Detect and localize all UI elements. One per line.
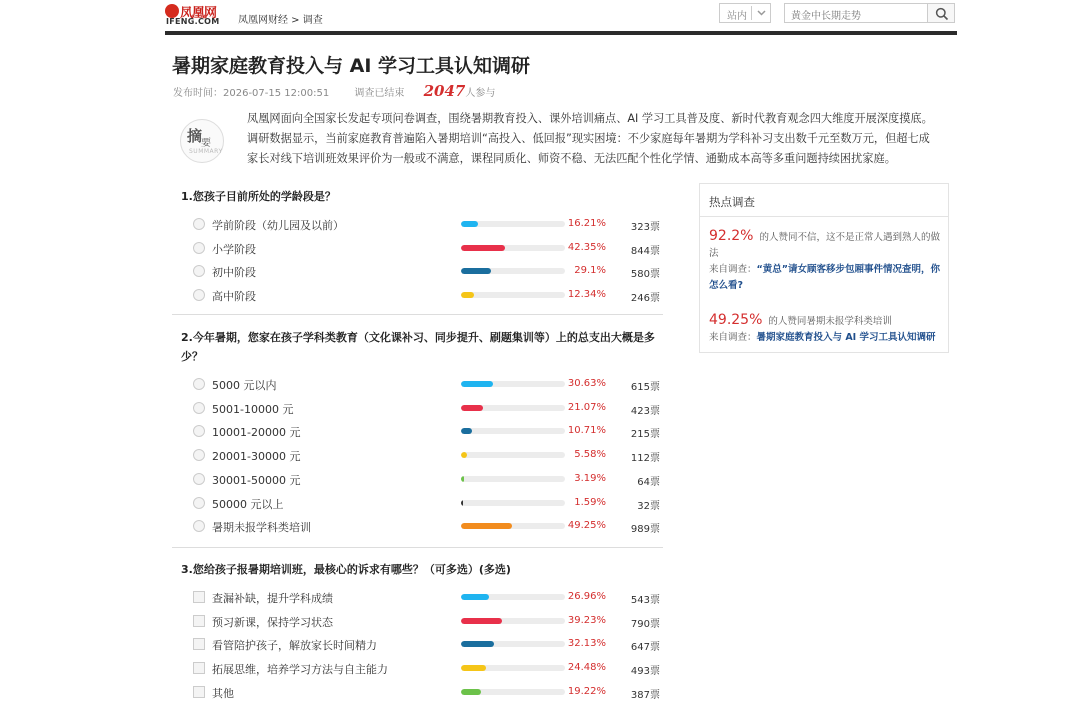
- article-meta: [173, 82, 495, 100]
- result-bar-fill: [461, 500, 463, 506]
- question-divider: [172, 547, 663, 548]
- question-title: 3.您给孩子报暑期培训班，最核心的诉求有哪些？（可多选）(多选): [181, 563, 511, 576]
- participant-suffix: 人参与: [465, 88, 496, 99]
- option-votes: 112票: [630, 453, 660, 465]
- result-bar-track: [461, 523, 565, 529]
- site-scope-value: 站内: [727, 11, 747, 22]
- summary-text: 凤凰网面向全国家长发起专项问卷调查，围绕暑期教育投入、课外培训痛点、AI 学习工具普及度、新时代教育观念四大维度开展深度摸底。调研数据显示，当前家庭教育普遍陷入暑期培训“高投入、低回报”现实困境：不少家庭每年暑期为学科补习支出数千元至数万元，但超七成家长对线下培训班效果评价为一般或不满意，课程同质化、师资不稳、无法匹配个性化学情、通勤成本高等多重问题持续困扰家庭。: [247, 112, 933, 165]
- result-bar-fill: [461, 641, 494, 647]
- result-bar-track: [461, 428, 565, 434]
- phoenix-icon: [165, 4, 179, 18]
- option-percent: 16.21%: [567, 218, 606, 229]
- result-bar-fill: [461, 618, 502, 624]
- option-votes: 387票: [630, 689, 660, 701]
- option-checkbox[interactable]: [193, 591, 205, 603]
- result-bar-fill: [461, 428, 472, 434]
- option-label: 查漏补缺，提升学科成绩: [212, 592, 333, 605]
- summary-badge-text-small: 要: [201, 138, 211, 149]
- hot-survey-text: 的人赞同不信，这不是正常人遇到熟人的做法: [709, 232, 940, 259]
- search-input[interactable]: [791, 8, 927, 26]
- result-bar-track: [461, 268, 565, 274]
- select-divider: [751, 6, 752, 20]
- option-radio[interactable]: [193, 242, 205, 254]
- option-percent: 19.22%: [567, 685, 606, 697]
- result-bar-fill: [461, 292, 474, 298]
- option-votes: 246票: [630, 293, 660, 305]
- survey-option[interactable]: [193, 237, 663, 259]
- question-title: 2.今年暑期，您家在孩子学科类教育（文化课补习、同步提升、刷题集训等）上的总支出大概是多少？: [181, 331, 655, 363]
- survey-status: 调查已结束: [354, 88, 405, 99]
- survey-option[interactable]: [193, 260, 663, 282]
- result-bar-track: [461, 665, 565, 671]
- result-bar-fill: [461, 689, 481, 695]
- option-label: 50000 元以上: [212, 497, 284, 511]
- summary-badge-en: SUMMARY: [189, 148, 223, 155]
- option-votes: 493票: [630, 666, 660, 678]
- option-votes: 423票: [630, 405, 660, 417]
- result-bar-track: [461, 500, 565, 506]
- result-bar-track: [461, 618, 565, 624]
- result-bar-fill: [461, 665, 486, 671]
- chevron-down-icon: [755, 6, 768, 19]
- participant-count: 2047: [423, 82, 466, 100]
- hot-survey-item: [709, 312, 941, 346]
- survey-option[interactable]: [193, 213, 663, 235]
- result-bar-fill: [461, 245, 505, 251]
- option-radio[interactable]: [193, 497, 205, 509]
- result-bar-fill: [461, 268, 491, 274]
- page-title: 暑期家庭教育投入与 AI 学习工具认知调研: [172, 55, 531, 77]
- option-radio[interactable]: [193, 265, 205, 277]
- summary-badge: [180, 119, 224, 163]
- option-percent: 21.07%: [567, 401, 606, 413]
- result-bar-track: [461, 452, 565, 458]
- question-title: 1.您孩子目前所处的学龄段是？: [181, 190, 336, 203]
- result-bar-fill: [461, 452, 467, 458]
- option-radio[interactable]: [193, 449, 205, 461]
- result-bar-track: [461, 405, 565, 411]
- hot-survey-item: [709, 228, 941, 294]
- result-bar-fill: [461, 381, 493, 387]
- option-votes: 64票: [637, 476, 660, 488]
- summary-badge-text: 摘: [187, 127, 203, 145]
- option-votes: 989票: [630, 524, 660, 536]
- survey-option[interactable]: [193, 515, 663, 537]
- survey-option[interactable]: [193, 657, 663, 679]
- survey-option[interactable]: [193, 586, 663, 608]
- option-votes: 323票: [630, 222, 660, 233]
- result-bar-fill: [461, 476, 464, 482]
- result-bar-track: [461, 221, 565, 227]
- result-bar-track: [461, 641, 565, 647]
- result-bar-fill: [461, 523, 512, 529]
- option-radio[interactable]: [193, 520, 205, 532]
- option-checkbox[interactable]: [193, 638, 205, 650]
- option-label: 10001-20000 元: [212, 426, 301, 440]
- hot-surveys-title: 热点调查: [709, 195, 755, 209]
- result-bar-track: [461, 381, 565, 387]
- option-percent: 30.63%: [567, 378, 606, 389]
- hot-surveys-panel: [699, 183, 949, 353]
- option-label: 5000 元以内: [212, 379, 277, 392]
- option-percent: 29.1%: [574, 265, 606, 277]
- option-votes: 615票: [630, 382, 660, 393]
- hot-survey-link[interactable]: 暑期家庭教育投入与 AI 学习工具认知调研: [756, 332, 936, 343]
- result-bar-fill: [461, 221, 478, 227]
- hot-survey-percent: 92.2%: [709, 228, 754, 244]
- option-percent: 3.19%: [574, 472, 606, 484]
- hot-surveys-divider: [700, 216, 948, 217]
- option-percent: 5.58%: [574, 449, 606, 461]
- ifeng-logo[interactable]: [165, 3, 227, 27]
- hot-survey-from: 来自调查：: [709, 332, 757, 343]
- hot-survey-from: 来自调查：: [709, 264, 757, 275]
- option-checkbox[interactable]: [193, 662, 205, 674]
- option-label: 拓展思维，培养学习方法与自主能力: [212, 663, 388, 677]
- option-votes: 647票: [630, 642, 660, 654]
- survey-option[interactable]: [193, 397, 663, 419]
- option-label: 20001-30000 元: [212, 450, 301, 464]
- option-percent: 42.35%: [567, 241, 606, 253]
- option-votes: 844票: [630, 245, 660, 257]
- option-percent: 39.23%: [567, 614, 606, 626]
- survey-option[interactable]: [193, 468, 663, 490]
- result-bar-track: [461, 245, 565, 251]
- option-radio[interactable]: [193, 378, 205, 390]
- logo-text: 凤凰网: [180, 6, 217, 21]
- option-checkbox[interactable]: [193, 615, 205, 627]
- site-scope-select[interactable]: [719, 3, 771, 23]
- logo-domain: IFENG.COM: [166, 17, 220, 26]
- survey-option[interactable]: [193, 444, 663, 466]
- result-bar-fill: [461, 594, 489, 600]
- option-label: 5001-10000 元: [212, 402, 294, 416]
- option-label: 初中阶段: [212, 266, 256, 280]
- survey-option[interactable]: [193, 492, 663, 514]
- option-votes: 32票: [637, 500, 660, 512]
- hot-survey-text: 的人赞同暑期未报学科类培训: [768, 316, 892, 327]
- option-label: 小学阶段: [212, 242, 256, 256]
- survey-option[interactable]: [193, 633, 663, 655]
- option-percent: 1.59%: [574, 496, 606, 508]
- survey-option[interactable]: [193, 373, 663, 395]
- option-radio[interactable]: [193, 402, 205, 414]
- result-bar-track: [461, 594, 565, 600]
- option-label: 学前阶段（幼儿园及以前）: [212, 219, 344, 232]
- option-label: 高中阶段: [212, 290, 256, 304]
- option-label: 暑期未报学科类培训: [212, 521, 311, 535]
- survey-option[interactable]: [193, 420, 663, 442]
- header-rule: [165, 31, 957, 35]
- option-checkbox[interactable]: [193, 686, 205, 698]
- survey-option[interactable]: [193, 284, 663, 306]
- option-percent: 10.71%: [567, 425, 606, 437]
- option-label: 看管陪护孩子，解放家长时间精力: [212, 639, 377, 653]
- option-radio[interactable]: [193, 218, 205, 230]
- search-button[interactable]: [927, 3, 955, 23]
- top-bar: [0, 0, 1080, 30]
- question-divider: [172, 314, 663, 315]
- hot-survey-percent: 49.25%: [709, 312, 763, 328]
- breadcrumb[interactable]: 凤凰网财经 > 调查: [238, 15, 323, 26]
- result-bar-track: [461, 689, 565, 695]
- option-percent: 12.34%: [567, 289, 606, 301]
- option-radio[interactable]: [193, 289, 205, 301]
- option-votes: 580票: [630, 269, 660, 281]
- option-percent: 32.13%: [567, 638, 606, 650]
- result-bar-track: [461, 476, 565, 482]
- search-field[interactable]: [784, 3, 928, 23]
- option-radio[interactable]: [193, 425, 205, 437]
- option-label: 预习新课，保持学习状态: [212, 615, 333, 629]
- result-bar-fill: [461, 405, 483, 411]
- result-bar-track: [461, 292, 565, 298]
- publish-time: 发布时间：2026-07-15 12:00:51: [173, 88, 330, 99]
- survey-option[interactable]: [193, 610, 663, 632]
- option-votes: 790票: [630, 618, 660, 630]
- option-percent: 26.96%: [567, 591, 606, 602]
- hot-survey-link[interactable]: “黄总”请女顾客移步包厢事件情况查明，你怎么看?: [709, 264, 941, 291]
- option-votes: 543票: [630, 595, 660, 606]
- option-percent: 49.25%: [567, 520, 606, 532]
- option-votes: 215票: [630, 429, 660, 441]
- option-label: 其他: [212, 686, 234, 700]
- search-icon: [935, 7, 949, 21]
- option-percent: 24.48%: [567, 662, 606, 674]
- option-radio[interactable]: [193, 473, 205, 485]
- option-label: 30001-50000 元: [212, 473, 301, 487]
- survey-option[interactable]: [193, 681, 663, 703]
